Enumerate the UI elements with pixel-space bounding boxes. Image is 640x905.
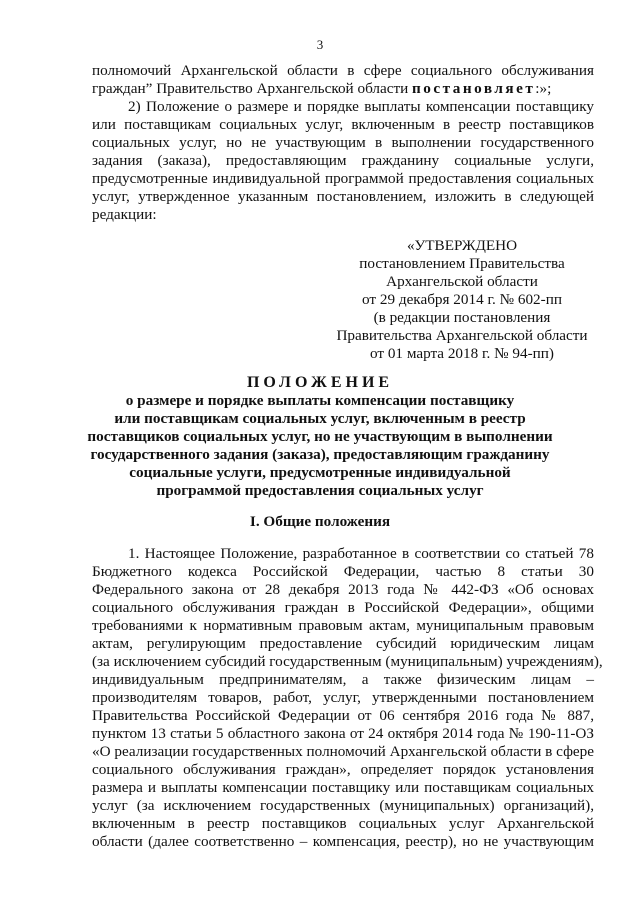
para1-line: производителям товаров, работ, услуг, утвержденными постановлением [92, 689, 594, 706]
para1-line: актам, регулирующим предоставление субсидий юридическим лицам [92, 635, 594, 652]
approval-line: (в редакции постановления [373, 309, 551, 326]
para1-line: Федерального закона от 28 декабря 2013 года № 442-ФЗ «Об основах [92, 581, 594, 598]
document-subtitle-line: программой предоставления социальных услуг [156, 482, 484, 499]
para1-line: Бюджетного кодекса Российской Федерации, частью 8 статьи 30 [92, 563, 594, 580]
item2-line: социальных услуг, но не участвующим в выполнении государственного [92, 134, 594, 151]
item2-line: предусмотренные индивидуальной программой предоставления социальных [92, 170, 594, 187]
intro-line-1: полномочий Архангельской области в сфере социального обслуживания [92, 62, 594, 79]
document-subtitle-line: о размере и порядке выплаты компенсации поставщику [125, 392, 515, 409]
intro-line-2-end: :»; [535, 80, 552, 97]
approval-line: Правительства Архангельской области [336, 327, 588, 344]
item2-line: редакции: [92, 206, 157, 223]
document-subtitle-line: или поставщикам социальных услуг, включенным в реестр [114, 410, 526, 427]
intro-line-2 [92, 80, 551, 98]
para1-line: 1. Настоящее Положение, разработанное в соответствии со статьей 78 [128, 545, 594, 562]
decree-keyword: постановляет [412, 80, 536, 97]
approval-line: Архангельской области [386, 273, 538, 290]
para1-line: размера и выплаты компенсации поставщику или поставщикам социальных [92, 779, 594, 796]
page-number: 3 [316, 37, 324, 52]
para1-line: требованиями к нормативным правовым актам, муниципальным правовым [92, 617, 594, 634]
document-subtitle-line: поставщиков социальных услуг, но не участвующим в выполнении [87, 428, 553, 445]
section-heading: I. Общие положения [249, 513, 391, 530]
item2-line: 2) Положение о размере и порядке выплаты компенсации поставщику [128, 98, 594, 115]
para1-line: «О реализации государственных полномочий Архангельской области в сфере [92, 743, 594, 760]
intro-line-2-text: граждан” Правительство Архангельской области [92, 80, 413, 97]
item2-line: услуг, утвержденное указанным постановлением, изложить в следующей [92, 188, 594, 205]
approval-line: от 29 декабря 2014 г. № 602-пп [362, 291, 562, 308]
para1-line: услуг (за исключением государственных (муниципальных) организаций), [92, 797, 594, 814]
document-title: ПОЛОЖЕНИЕ [246, 374, 394, 391]
para1-line: области (далее соответственно – компенсация, реестр), но не участвующим [92, 833, 594, 850]
approval-line: «УТВЕРЖДЕНО [406, 237, 518, 254]
para1-line: индивидуальным предпринимателям, а также физическим лицам – [92, 671, 594, 688]
approval-line: постановлением Правительства [359, 255, 565, 272]
para1-line: Правительства Российской Федерации от 06 сентября 2016 года № 887, [92, 707, 594, 724]
item2-line: задания (заказа), предоставляющим гражданину социальные услуги, [92, 152, 594, 169]
item2-line: или поставщикам социальных услуг, включенным в реестр поставщиков [92, 116, 594, 133]
para1-line: (за исключением субсидий государственным (муниципальным) учреждениям), [92, 653, 603, 670]
para1-line: социального обслуживания граждан в Российской Федерации», общими [92, 599, 594, 616]
para1-line: социального обслуживания граждан», определяет порядок установления [92, 761, 594, 778]
document-subtitle-line: государственного задания (заказа), предоставляющим гражданину [90, 446, 550, 463]
document-subtitle-line: социальные услуги, предусмотренные индивидуальной [129, 464, 511, 481]
para1-line: пунктом 13 статьи 5 областного закона от 24 октября 2014 года № 190-11-ОЗ [92, 725, 594, 742]
para1-line: включенным в реестр поставщиков социальных услуг Архангельской [92, 815, 594, 832]
approval-line: от 01 марта 2018 г. № 94-пп) [370, 345, 554, 362]
